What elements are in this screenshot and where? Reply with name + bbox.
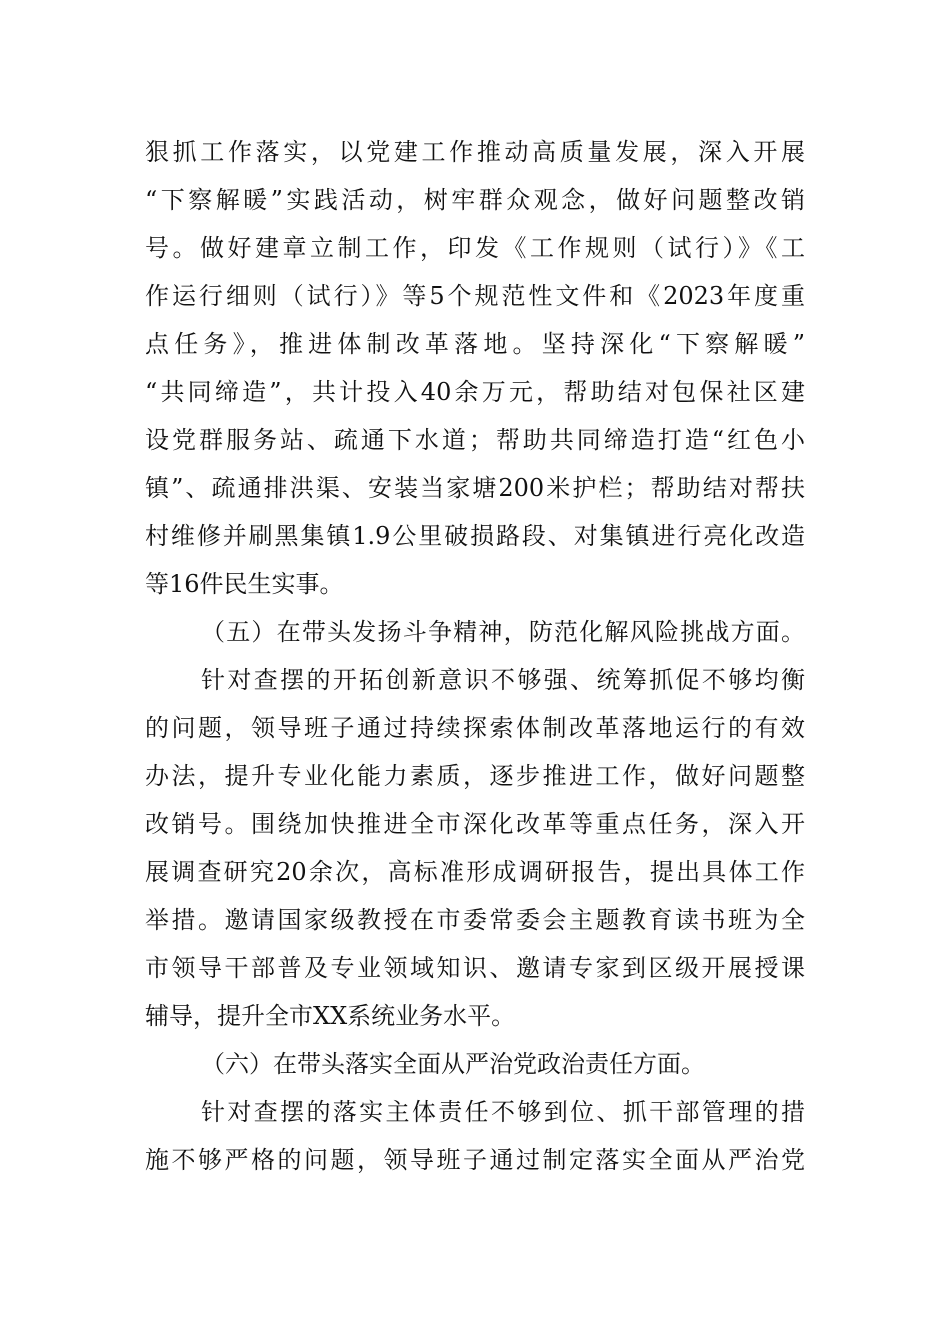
text-line: 市领导干部普及专业领域知识、邀请专家到区级开展授课: [145, 954, 805, 982]
text-line: 办法，提升专业化能力素质，逐步推进工作，做好问题整: [145, 762, 805, 790]
text-line: 镇”、疏通排洪渠、安装当家塘200米护栏；帮助结对帮扶: [145, 474, 805, 502]
text-line: 村维修并刷黑集镇1.9公里破损路段、对集镇进行亮化改造: [145, 522, 805, 550]
text-line: 的问题，领导班子通过持续探索体制改革落地运行的有效: [145, 714, 805, 742]
text-line: 设党群服务站、疏通下水道；帮助共同缔造打造“红色小: [145, 426, 805, 454]
text-line: “共同缔造”，共计投入40余万元，帮助结对包保社区建: [145, 378, 805, 406]
text-line: 针对查摆的落实主体责任不够到位、抓干部管理的措: [201, 1098, 805, 1126]
text-line: 号。做好建章立制工作，印发《工作规则（试行）》《工: [145, 234, 805, 262]
text-line: 狠抓工作落实，以党建工作推动高质量发展，深入开展: [145, 138, 805, 166]
text-line: “下察解暖”实践活动，树牢群众观念，做好问题整改销: [145, 186, 805, 214]
text-line: （五）在带头发扬斗争精神，防范化解风险挑战方面。: [201, 618, 805, 646]
text-line: 举措。邀请国家级教授在市委常委会主题教育读书班为全: [145, 906, 805, 934]
text-line: （六）在带头落实全面从严治党政治责任方面。: [201, 1050, 705, 1078]
text-line: 点任务》，推进体制改革落地。坚持深化“下察解暖”: [145, 330, 805, 358]
text-line: 展调查研究20余次，高标准形成调研报告，提出具体工作: [145, 858, 805, 886]
text-line: 等16件民生实事。: [145, 570, 344, 598]
text-line: 辅导，提升全市XX系统业务水平。: [145, 1002, 516, 1030]
text-line: 改销号。围绕加快推进全市深化改革等重点任务，深入开: [145, 810, 805, 838]
text-line: 作运行细则（试行）》等5个规范性文件和《2023年度重: [145, 282, 805, 310]
text-line: 施不够严格的问题，领导班子通过制定落实全面从严治党: [145, 1146, 805, 1174]
text-line: 针对查摆的开拓创新意识不够强、统筹抓促不够均衡: [201, 666, 805, 694]
